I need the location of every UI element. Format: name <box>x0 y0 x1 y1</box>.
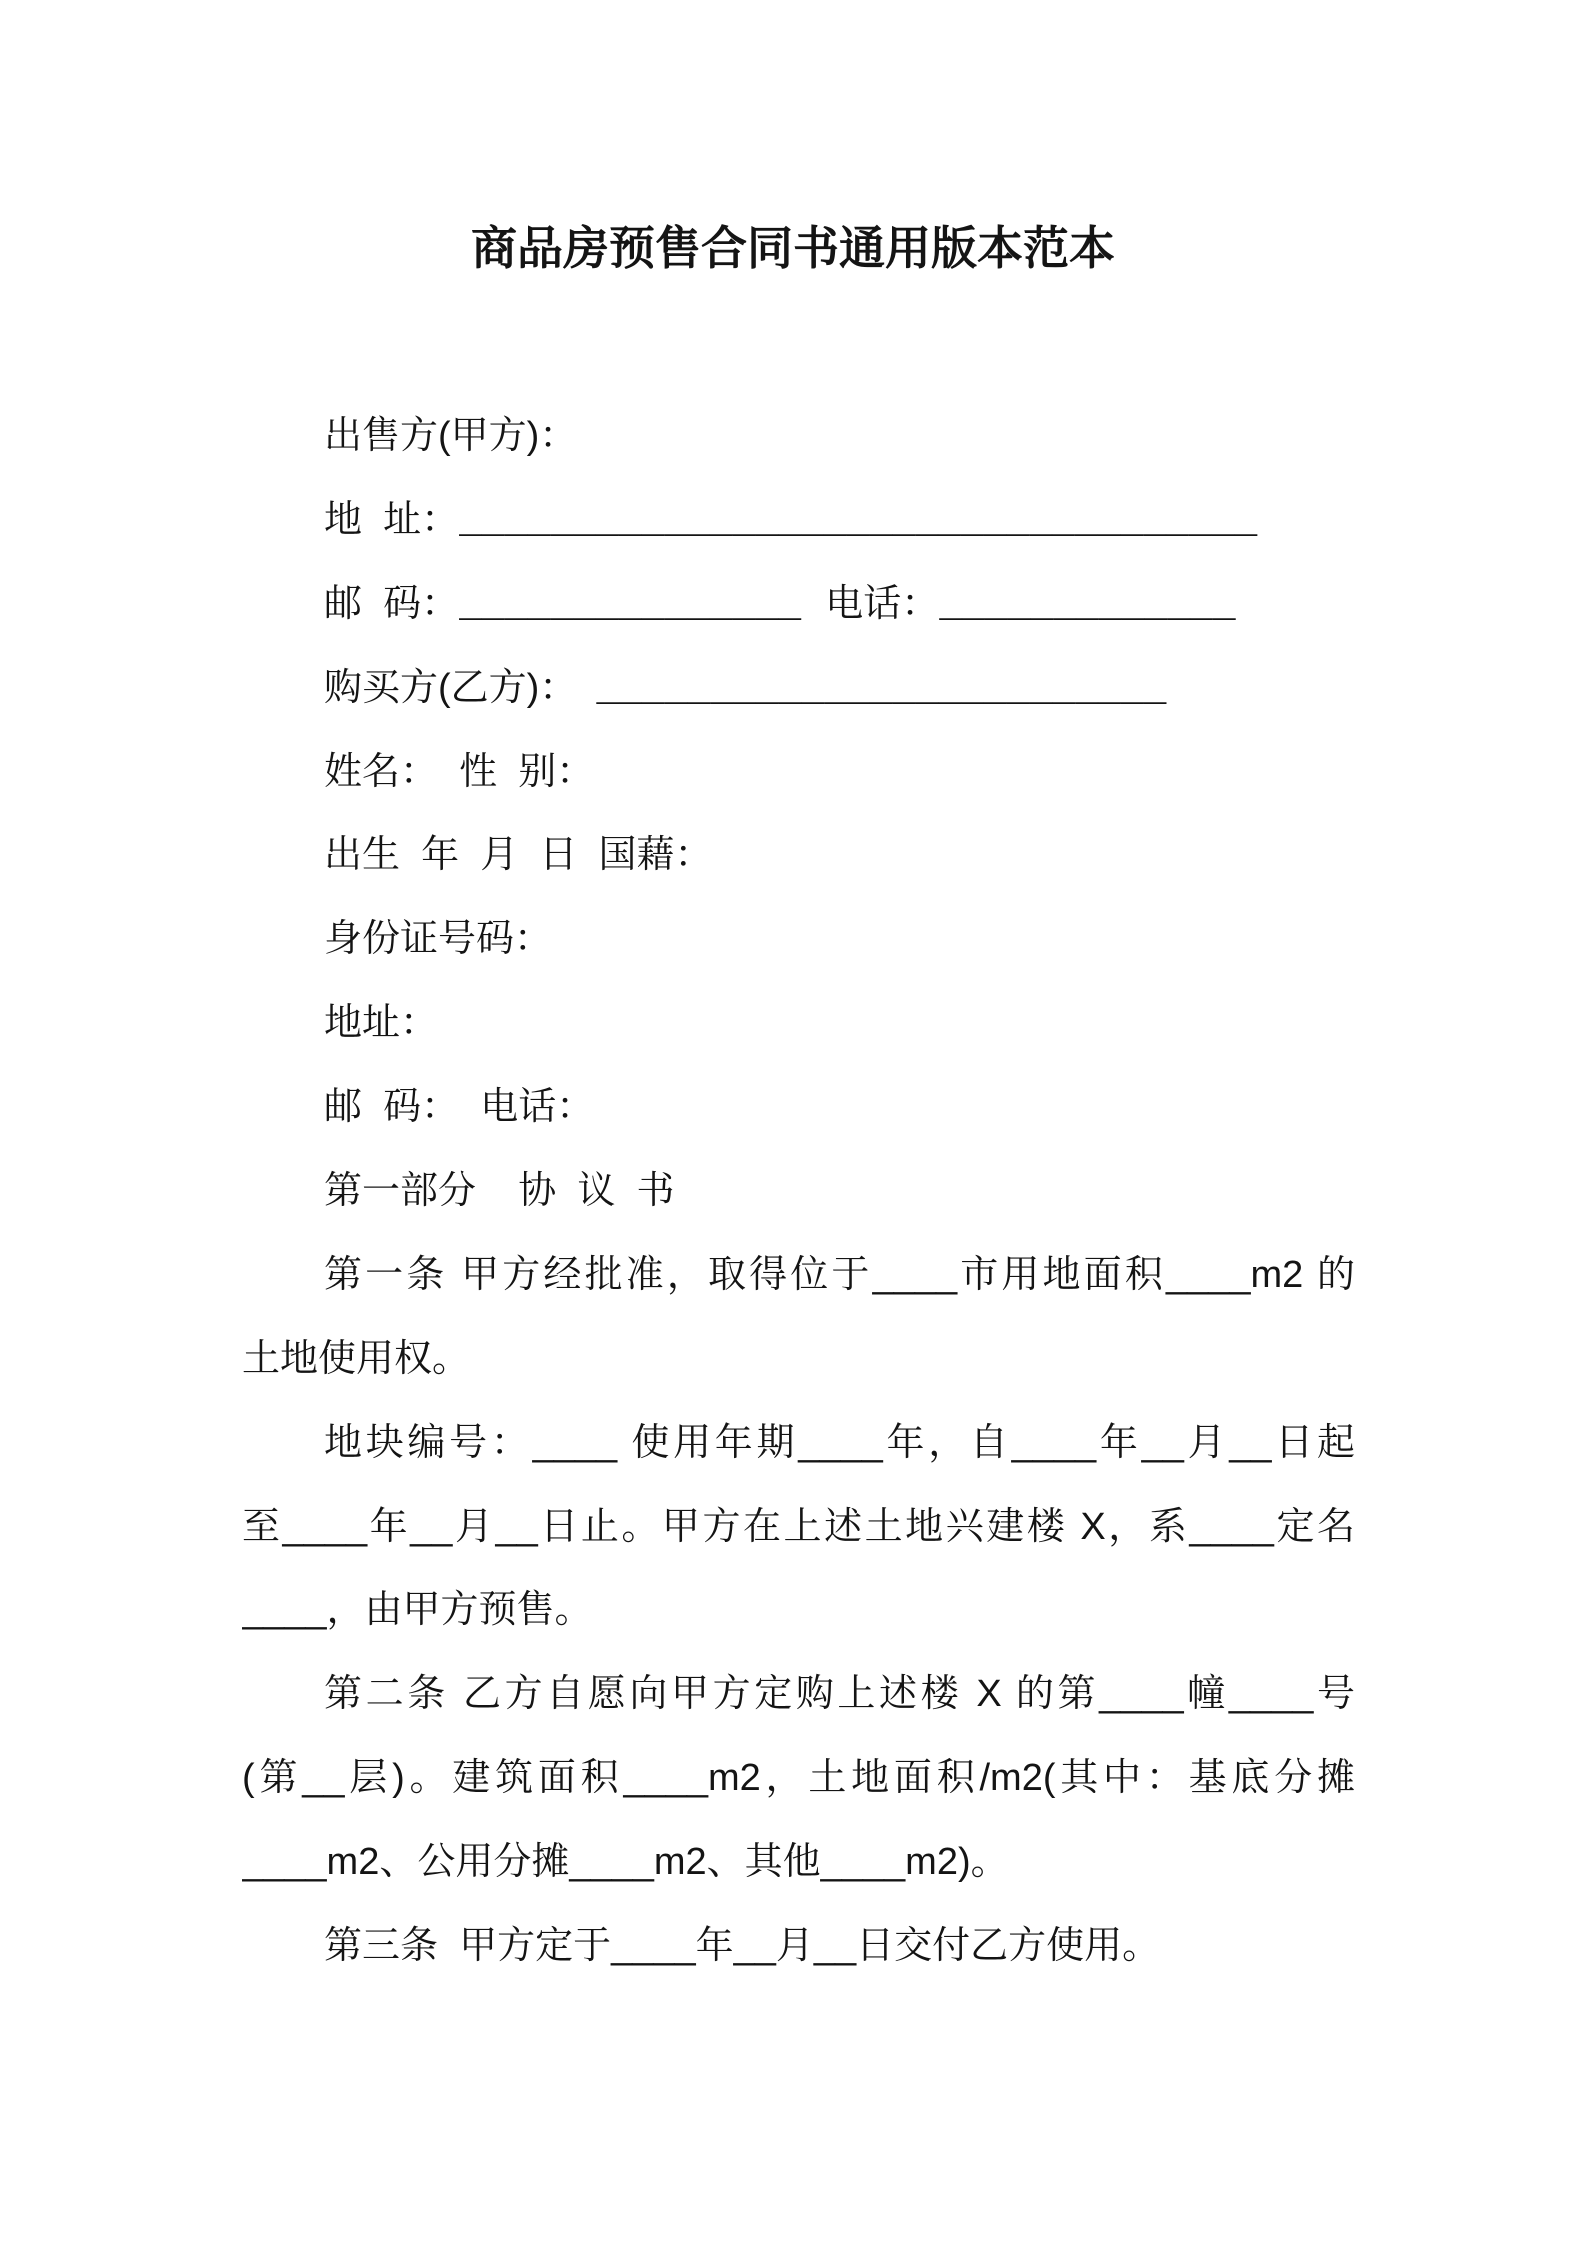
buyer-birth-nationality: 出生 年 月 日 国藉： <box>324 834 713 877</box>
buyer-heading-blank: _________________________ <box>596 668 1167 712</box>
parcel-paragraph-line-3: ____，由甲方预售。 <box>242 1589 593 1632</box>
seller-postcode-phone-row <box>242 563 1355 647</box>
buyer-id-label: 身份证号码： <box>324 918 553 961</box>
seller-phone-label: 电话： <box>825 582 940 625</box>
parcel-paragraph-line-2: 至____年__月__日止。甲方在上述土地兴建楼 X，系____定名 <box>242 1505 1355 1548</box>
article-2-line-1: 第二条 乙方自愿向甲方定购上述楼 X 的第____幢____号 <box>324 1673 1355 1716</box>
buyer-address-label: 地址： <box>324 1002 439 1045</box>
seller-address-row <box>242 479 1355 563</box>
article-1-line-1: 第一条 甲方经批准，取得位于____市用地面积____m2 的 <box>324 1253 1355 1296</box>
document-title: 商品房预售合同书通用版本范本 <box>471 222 1115 274</box>
seller-postcode-label: 邮 码： <box>324 582 460 625</box>
article-2-line-3: ____m2、公用分摊____m2、其他____m2)。 <box>242 1841 1009 1884</box>
seller-phone-blank: _____________ <box>939 584 1236 628</box>
seller-address-label: 地 址： <box>324 498 460 541</box>
seller-heading: 出售方(甲方)： <box>324 415 578 457</box>
article-2-line-2: (第__层)。建筑面积____m2，土地面积/m2(其中：基底分摊 <box>242 1757 1355 1800</box>
parcel-paragraph-line-1: 地块编号：____ 使用年期____年，自____年__月__日起 <box>324 1421 1355 1464</box>
seller-postcode-blank: _______________ <box>459 584 802 628</box>
article-3-line-1: 第三条 甲方定于____年__月__日交付乙方使用。 <box>324 1925 1161 1968</box>
article-1-line-2: 土地使用权。 <box>242 1337 471 1380</box>
buyer-name-gender: 姓名： 性 别： <box>324 750 595 793</box>
part-one-heading: 第一部分 协 议 书 <box>324 1170 675 1213</box>
buyer-heading-row <box>242 647 1355 731</box>
buyer-heading: 购买方(乙方)： <box>324 666 578 709</box>
document-body <box>242 395 1355 1989</box>
seller-address-blank: ___________________________________ <box>459 500 1258 544</box>
buyer-postcode-phone: 邮 码： 电话： <box>324 1086 595 1129</box>
